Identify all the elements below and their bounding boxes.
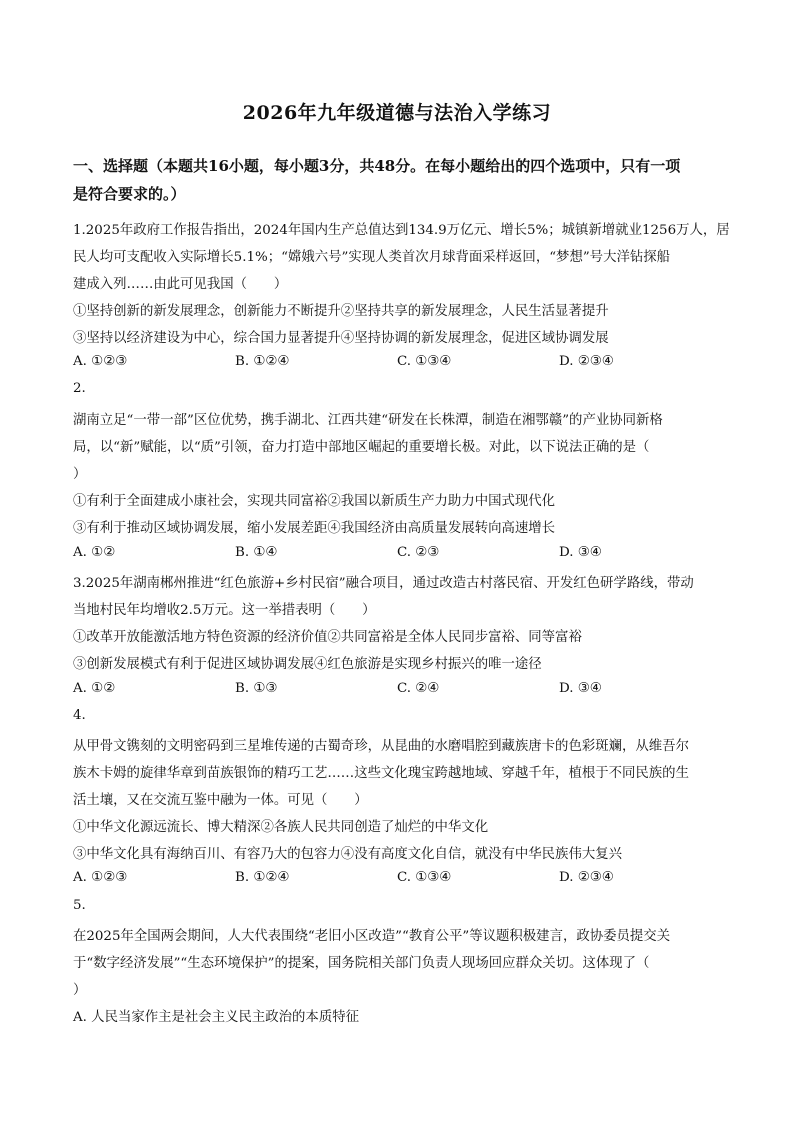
q1-statement-line-1: ①坚持创新的新发展理念，创新能力不断提升②坚持共享的新发展理念，人民生活显著提升 (73, 304, 609, 319)
q2-statement-line-2: ③有利于推动区域协调发展，缩小发展差距④我国经济由高质量发展转向高速增长 (73, 521, 556, 536)
q3-statement-line-1: ①改革开放能激活地方特色资源的经济价值②共同富裕是全体人民同步富裕、同等富裕 (73, 630, 582, 645)
q2-option-a: A. ①② (73, 545, 116, 560)
q4-stem-line-1: 从甲骨文镌刻的文明密码到三星堆传递的古蜀奇珍，从昆曲的水磨唱腔到藏族唐卡的色彩斑斓，从维吾尔 (73, 739, 689, 754)
q1-option-b: B. ①②④ (235, 354, 290, 369)
q5-option-a: A. 人民当家作主是社会主义民主政治的本质特征 (73, 1010, 359, 1025)
q1-option-a: A. ①②③ (73, 354, 128, 369)
q5-number: 5. (73, 898, 86, 913)
q2-option-b: B. ①④ (235, 545, 278, 560)
q4-statement-line-1: ①中华文化源远流长、博大精深②各族人民共同创造了灿烂的中华文化 (73, 820, 489, 835)
q3-option-b: B. ①③ (235, 681, 278, 696)
q1-statement-line-2: ③坚持以经济建设为中心，综合国力显著提升④坚持协调的新发展理念，促进区域协调发展 (73, 331, 609, 346)
q1-stem-line-3: 建成入列……由此可见我国（ ） (73, 277, 288, 292)
section-heading-line-2: 是符合要求的。） (73, 185, 186, 203)
q2-stem-line-1: 湖南立足“一带一部”区位优势，携手湖北、江西共建“研发在长株潭，制造在湘鄂赣”的产业协同新格 (73, 413, 663, 428)
q5-stem-line-2: 于“数字经济发展”“生态环境保护”的提案，国务院相关部门负责人现场回应群众关切。这体现了（ (73, 956, 650, 971)
q5-stem-line-1: 在2025年全国两会期间，人大代表围绕“老旧小区改造”“教育公平”等议题积极建言，政协委员提交关 (73, 929, 671, 944)
q1-stem-line-1: 1.2025年政府工作报告指出，2024年国内生产总值达到134.9万亿元、增长5%；城镇新增就业1256万人，居 (73, 223, 730, 238)
q5-stem-line-3: ） (73, 983, 87, 998)
q4-option-d: D. ②③④ (559, 870, 614, 885)
q2-stem-line-3: ） (73, 467, 87, 482)
q3-stem-line-1: 3.2025年湖南郴州推进“红色旅游+乡村民宿”融合项目，通过改造古村落民宿、开发红色研学路线，带动 (73, 576, 694, 591)
q1-stem-line-2: 民人均可支配收入实际增长5.1%；“嫦娥六号”实现人类首次月球背面采样返回，“梦想”号大洋钻探船 (73, 250, 671, 265)
page-title: 2026年九年级道德与法治入学练习 (242, 102, 552, 124)
q3-stem-line-2: 当地村民年均增收2.5万元。这一举措表明（ ） (73, 603, 376, 618)
q2-statement-line-1: ①有利于全面建成小康社会，实现共同富裕②我国以新质生产力助力中国式现代化 (73, 494, 556, 509)
q3-option-d: D. ③④ (559, 681, 602, 696)
q1-option-d: D. ②③④ (559, 354, 614, 369)
q3-option-a: A. ①② (73, 681, 116, 696)
q3-option-c: C. ②④ (397, 681, 440, 696)
q4-option-c: C. ①③④ (397, 870, 452, 885)
q4-stem-line-3: 活土壤，又在交流互鉴中融为一体。可见（ ） (73, 793, 368, 808)
q2-stem-line-2: 局，以“新”赋能，以“质”引领，奋力打造中部地区崛起的重要增长极。对此，以下说法正确的是（ (73, 440, 650, 455)
q4-option-a: A. ①②③ (73, 870, 128, 885)
section-heading-line-1: 一、选择题（本题共16小题，每小题3分，共48分。在每小题给出的四个选项中，只有一项 (73, 157, 681, 175)
q2-number: 2. (73, 381, 86, 396)
q4-option-b: B. ①②④ (235, 870, 290, 885)
q4-stem-line-2: 族木卡姆的旋律华章到苗族银饰的精巧工艺……这些文化瑰宝跨越地域、穿越千年，植根于不同民族的生 (73, 766, 689, 781)
q4-number: 4. (73, 708, 86, 723)
q2-option-c: C. ②③ (397, 545, 440, 560)
q4-statement-line-2: ③中华文化具有海纳百川、有容乃大的包容力④没有高度文化自信，就没有中华民族伟大复兴 (73, 847, 623, 862)
q1-option-c: C. ①③④ (397, 354, 452, 369)
q3-statement-line-2: ③创新发展模式有利于促进区域协调发展④红色旅游是实现乡村振兴的唯一途径 (73, 657, 542, 672)
q2-option-d: D. ③④ (559, 545, 602, 560)
